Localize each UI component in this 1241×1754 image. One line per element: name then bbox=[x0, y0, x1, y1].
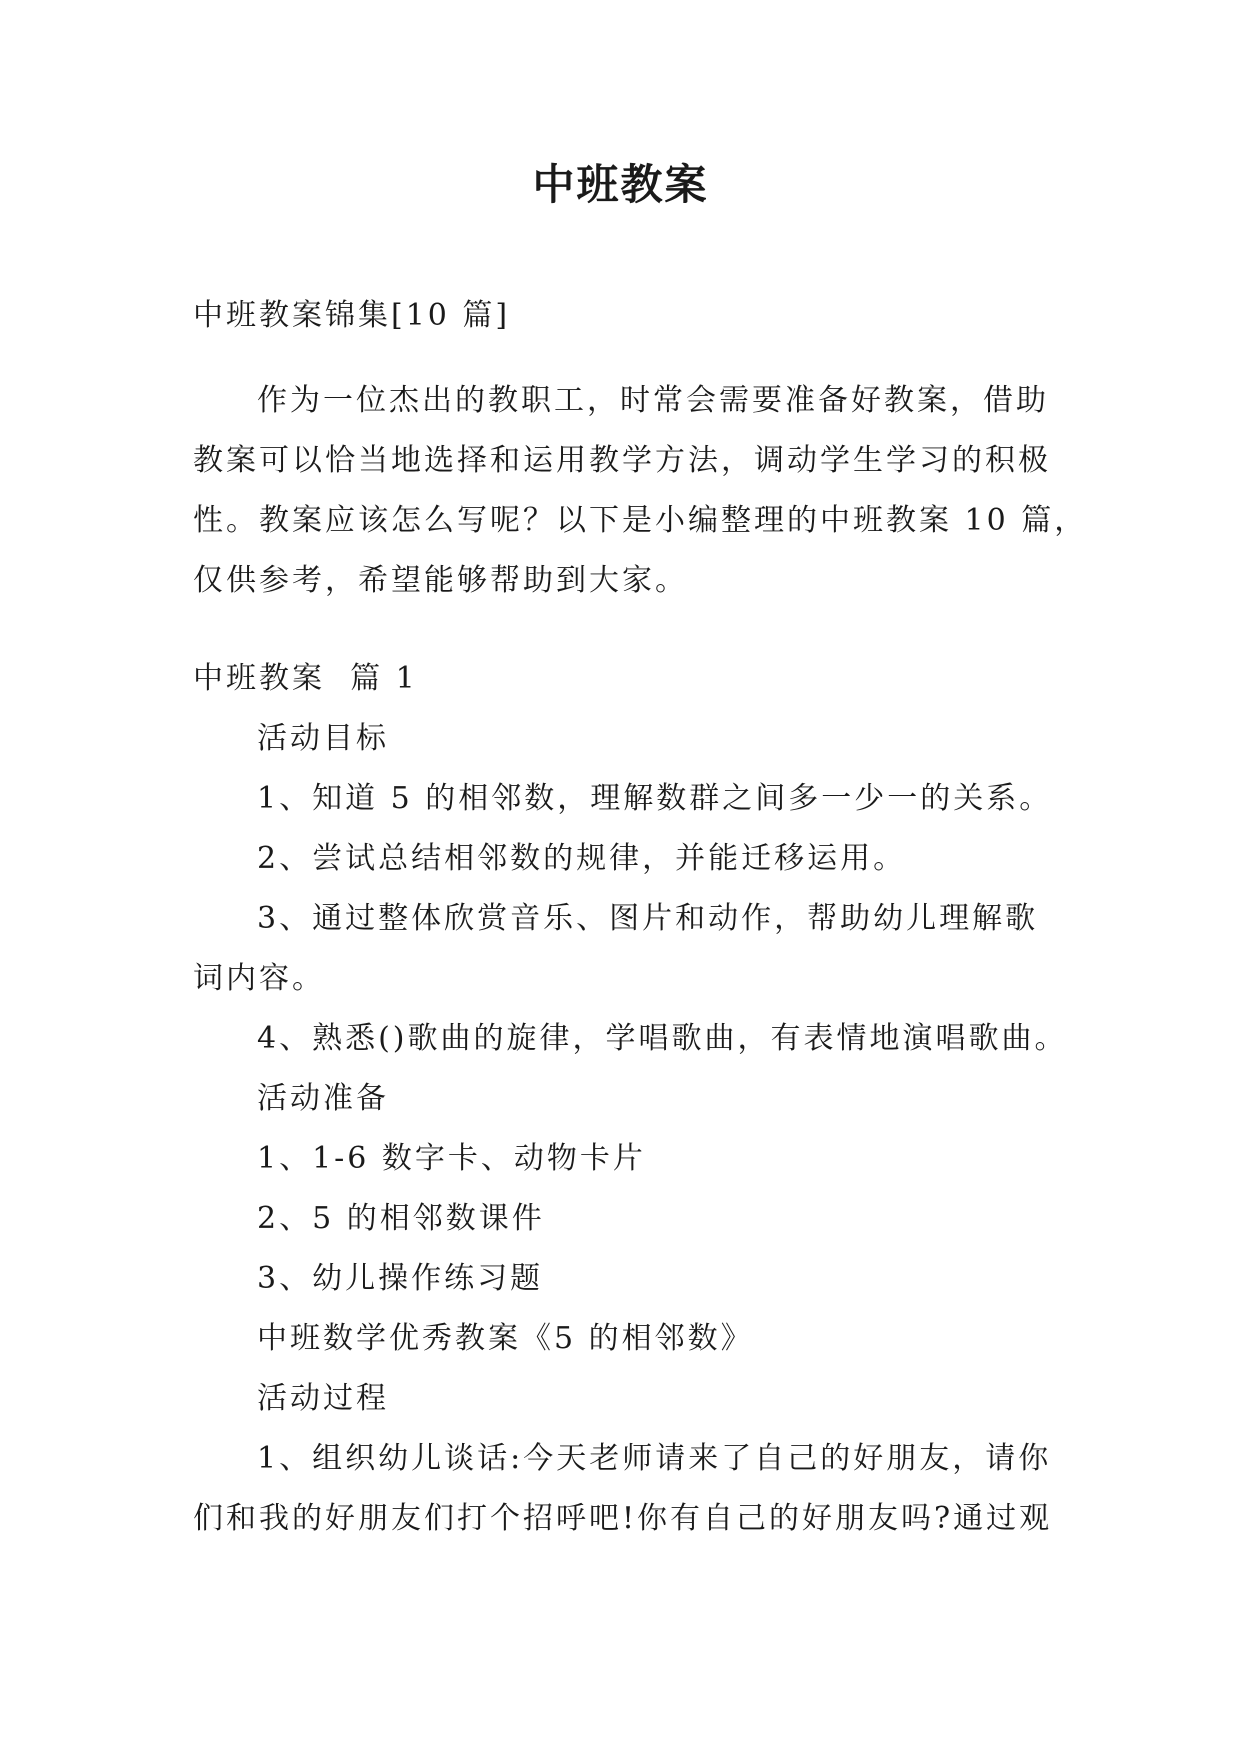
goal-item-continuation: 词内容。 bbox=[193, 961, 325, 996]
spacer bbox=[193, 346, 1055, 371]
process-item: 1、组织幼儿谈话:今天老师请来了自己的好朋友，请你 bbox=[257, 1441, 1052, 1476]
document-body bbox=[193, 286, 1088, 1549]
document-title: 中班教案 bbox=[532, 160, 709, 209]
prep-heading: 活动准备 bbox=[257, 1081, 389, 1116]
intro-paragraph bbox=[193, 371, 1088, 611]
document-subtitle: 中班教案锦集[10 篇] bbox=[193, 298, 511, 333]
intro-line: 教案可以恰当地选择和运用教学方法，调动学生学习的积极 bbox=[193, 443, 1051, 478]
goal-item: 3、通过整体欣赏音乐、图片和动作，帮助幼儿理解歌 bbox=[257, 901, 1039, 936]
lesson-title: 中班数学优秀教案《5 的相邻数》 bbox=[257, 1321, 754, 1356]
intro-line: 仅供参考，希望能够帮助到大家。 bbox=[193, 563, 688, 598]
goal-item: 4、熟悉()歌曲的旋律，学唱歌曲，有表情地演唱歌曲。 bbox=[257, 1021, 1068, 1056]
prep-item: 1、1-6 数字卡、动物卡片 bbox=[257, 1141, 646, 1176]
goals-heading: 活动目标 bbox=[257, 721, 389, 756]
process-item-continuation: 们和我的好朋友们打个招呼吧!你有自己的好朋友吗?通过观 bbox=[193, 1501, 1053, 1536]
prep-item: 3、幼儿操作练习题 bbox=[257, 1261, 544, 1296]
prep-item: 2、5 的相邻数课件 bbox=[257, 1201, 545, 1236]
process-heading: 活动过程 bbox=[257, 1381, 389, 1416]
goal-item: 2、尝试总结相邻数的规律，并能迁移运用。 bbox=[257, 841, 907, 876]
intro-line: 作为一位杰出的教职工，时常会需要准备好教案，借助 bbox=[257, 383, 1049, 418]
spacer bbox=[193, 611, 1055, 649]
goal-item: 1、知道 5 的相邻数，理解数群之间多一少一的关系。 bbox=[257, 781, 1053, 816]
intro-line: 性。教案应该怎么写呢？以下是小编整理的中班教案 10 篇， bbox=[193, 503, 1088, 538]
section-heading: 中班教案 篇 1 bbox=[193, 661, 418, 696]
